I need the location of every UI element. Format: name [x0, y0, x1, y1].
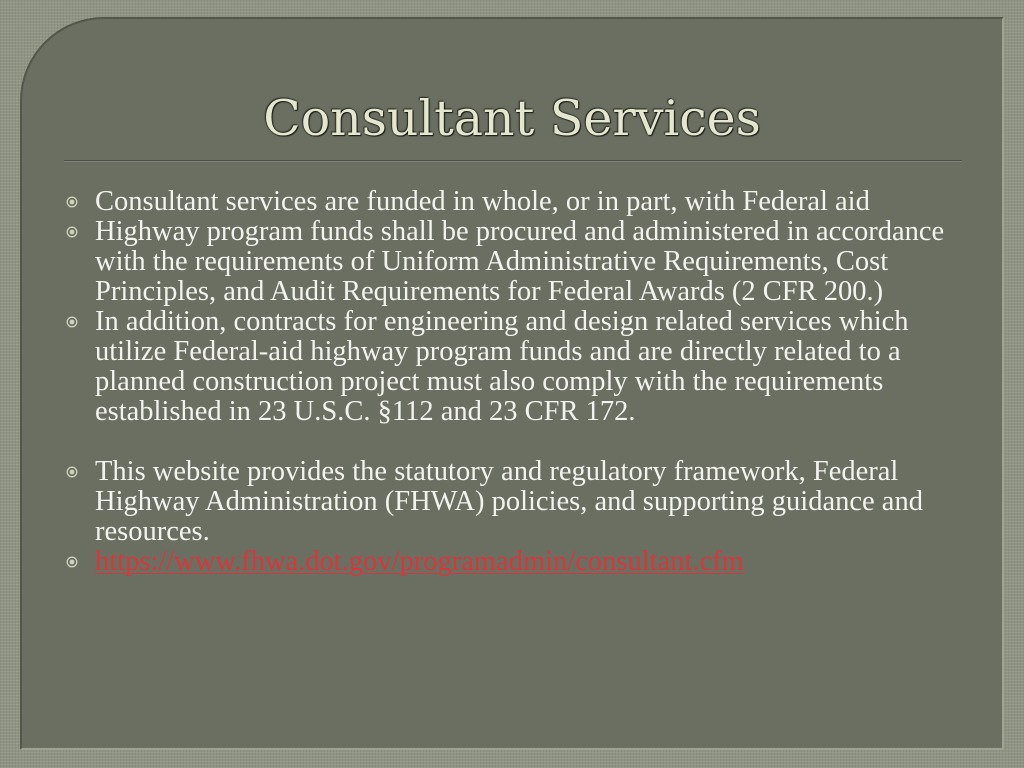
radio-bullet-icon [66, 466, 78, 478]
bullet-text: Consultant services are funded in whole, or in part, with Federal aid [95, 186, 870, 217]
radio-bullet-icon [66, 316, 78, 328]
radio-bullet-icon [66, 226, 78, 238]
bullet-item [64, 217, 974, 307]
title-divider [64, 160, 962, 162]
radio-bullet-icon [66, 196, 78, 208]
bullet-text: This website provides the statutory and regulatory framework, Federal Highway Administration (FHWA) policies, and supporting guidance and resources. [95, 456, 923, 547]
slide-title: Consultant Services [263, 90, 761, 147]
bullet-item [64, 307, 974, 427]
bullet-list [64, 187, 974, 577]
bullet-text: In addition, contracts for engineering and design related services which utilize Federal-aid highway program funds and are directly related to a planned construction project must also comply with the requirements established in 23 U.S.C. §112 and 23 CFR 172. [95, 306, 909, 427]
bullet-item-link [64, 547, 974, 577]
radio-bullet-icon [66, 556, 78, 568]
bullet-text: Highway program funds shall be procured and administered in accordance with the requirements of Uniform Administrative Requirements, Cost Principles, and Audit Requirements for Federal Awards (2 CFR 200.) [95, 216, 945, 307]
bullet-item [64, 187, 974, 217]
bullet-item [64, 457, 974, 547]
fhwa-consultant-link[interactable]: https://www.fhwa.dot.gov/programadmin/consultant.cfm [95, 546, 744, 577]
